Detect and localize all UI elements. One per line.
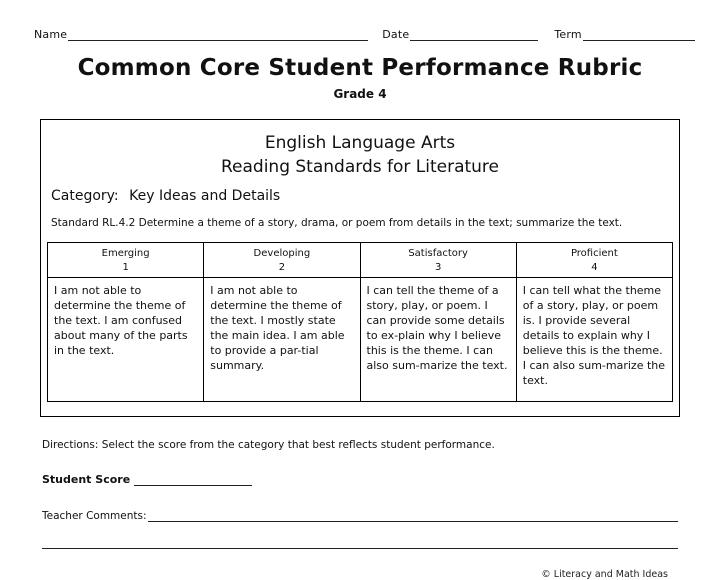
header-fields (34, 28, 686, 41)
column-header-proficient (516, 243, 672, 278)
level-name: Emerging (101, 248, 150, 259)
level-name: Satisfactory (408, 248, 468, 259)
category-row (51, 188, 679, 204)
rubric-heading-line2: Reading Standards for Literature (220, 157, 500, 177)
date-label: Date (382, 28, 410, 41)
rubric-heading-line1: English Language Arts (264, 133, 456, 153)
name-label: Name (34, 28, 68, 41)
column-header-emerging (48, 243, 204, 278)
directions-text: Directions: Select the score from the category that best reflects student performance. (42, 439, 495, 451)
descriptor-cell-developing[interactable]: I am not able to determine the theme of the text. I mostly state the main idea. I am able to provide a par-tial summary. (204, 278, 360, 402)
category-label: Category: (51, 188, 119, 204)
descriptor-cell-proficient[interactable]: I can tell what the theme of a story, play, or poem is. I provide several details to explain why I believe this is the theme. I can also sum-marize the text. (516, 278, 672, 402)
rubric-box (40, 119, 680, 417)
level-number: 3 (434, 262, 442, 273)
student-score-input-rule[interactable] (134, 474, 252, 486)
student-score-label: Student Score (42, 473, 131, 486)
teacher-comments-input-rule[interactable] (148, 510, 678, 522)
standard-text: Standard RL.4.2 Determine a theme of a story, drama, or poem from details in the text; summarize the text. (51, 217, 623, 229)
teacher-comments-label: Teacher Comments: (42, 510, 147, 522)
page-title: Common Core Student Performance Rubric (77, 55, 643, 81)
level-number: 1 (122, 262, 129, 273)
level-name: Proficient (570, 248, 618, 259)
category-value: Key Ideas and Details (129, 188, 281, 204)
date-field[interactable] (382, 28, 538, 41)
descriptor-cell-satisfactory[interactable]: I can tell the theme of a story, play, or poem. I can provide some details to ex-plain why I believe this is the theme. I can also sum-marize the text. (360, 278, 516, 402)
column-header-developing (204, 243, 360, 278)
term-label: Term (554, 28, 582, 41)
name-field[interactable] (34, 28, 368, 41)
teacher-comments-field[interactable] (42, 510, 678, 522)
table-header-row (48, 243, 673, 278)
term-field[interactable] (554, 28, 694, 41)
level-number: 4 (591, 262, 598, 273)
descriptor-cell-emerging[interactable]: I am not able to determine the theme of the text. I am confused about many of the parts in the text. (48, 278, 204, 402)
name-input-rule[interactable] (68, 29, 368, 41)
page-subtitle: Grade 4 (333, 87, 387, 101)
level-number: 2 (278, 262, 286, 273)
term-input-rule[interactable] (583, 29, 695, 41)
student-score-field[interactable] (42, 473, 678, 486)
date-input-rule[interactable] (410, 29, 538, 41)
level-name: Developing (253, 248, 311, 259)
rubric-table (47, 242, 673, 402)
credit-text: © Literacy and Math Ideas (541, 569, 668, 580)
column-header-satisfactory (360, 243, 516, 278)
teacher-comments-input-rule-2[interactable] (42, 536, 678, 549)
table-row (48, 278, 673, 402)
